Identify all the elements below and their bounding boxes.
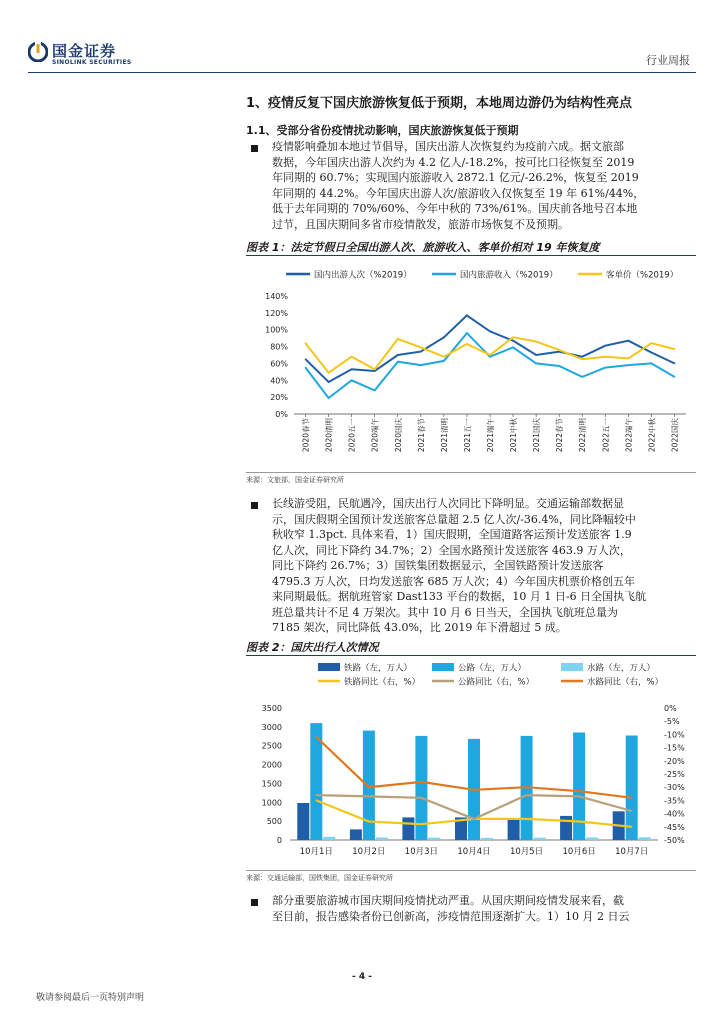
x-tick-label: 10月1日 <box>299 847 333 857</box>
figure1-bottom-rule <box>246 472 696 473</box>
data-point <box>328 372 330 374</box>
x-tick-label: 2022端午 <box>624 418 634 453</box>
p2-line: 秋收窄 1.3pct. 具体来看，1）国庆假期，全国道路客运预计发送旅客 1.9 <box>272 528 632 541</box>
data-point <box>558 365 560 367</box>
data-point <box>631 810 633 812</box>
report-type: 行业周报 <box>646 54 690 67</box>
data-point <box>351 379 353 381</box>
y-right-tick-label: -40% <box>664 809 685 819</box>
bar <box>376 838 388 841</box>
figure2-title: 图表 2：国庆出行人次情况 <box>246 641 379 654</box>
data-point <box>315 794 317 796</box>
data-point <box>526 794 528 796</box>
bar <box>402 817 414 840</box>
legend-label: 公路（左，万人） <box>458 663 527 674</box>
y-right-tick-label: -30% <box>664 783 685 793</box>
data-point <box>305 367 307 369</box>
data-point <box>631 797 633 799</box>
data-point <box>558 349 560 351</box>
x-tick-label: 2022五一 <box>601 418 611 453</box>
legend-swatch <box>561 663 583 671</box>
data-point <box>512 347 514 349</box>
data-point <box>512 337 514 339</box>
data-point <box>578 790 580 792</box>
data-point <box>535 354 537 356</box>
data-point <box>420 351 422 353</box>
paragraph-3 <box>272 893 687 924</box>
figure1-source: 来源：文旅部，国金证券研究所 <box>246 476 344 484</box>
paragraph-2 <box>272 496 687 636</box>
data-point <box>512 340 514 342</box>
data-point <box>578 796 580 798</box>
data-point <box>368 821 370 823</box>
p3-line: 部分重要旅游城市国庆期间疫情扰动严重。从国庆期间疫情发展来看，截 <box>272 894 624 907</box>
data-point <box>535 341 537 343</box>
chart2-svg <box>246 658 696 868</box>
y-tick-label: 40% <box>270 376 288 386</box>
data-point <box>397 361 399 363</box>
section-title: 1、疫情反复下国庆旅游恢复低于预期，本地周边游仍为结构性亮点 <box>246 96 633 111</box>
data-point <box>374 390 376 392</box>
bar <box>297 803 309 840</box>
data-point <box>466 332 468 334</box>
data-point <box>374 370 376 372</box>
chart1-svg <box>246 258 696 470</box>
legend-label: 客单价（%2019） <box>606 270 679 281</box>
x-tick-label: 10月6日 <box>562 847 596 857</box>
p2-line: 示，国庆假期全国预计发送旅客总量超 2.5 亿人次/-36.4%，同比降幅较中 <box>272 512 636 526</box>
bar <box>481 838 493 840</box>
p2-line: 同比下降约 26.7%；3）国铁集团数据显示，全国铁路预计发送旅客 <box>272 559 604 572</box>
disclaimer-note: 敬请参阅最后一页特别声明 <box>36 993 145 1003</box>
section-subtitle: 1.1、受部分省份疫情扰动影响，国庆旅游恢复低于预期 <box>246 124 519 137</box>
bar <box>428 838 440 840</box>
y-right-tick-label: -35% <box>664 796 685 806</box>
data-point <box>631 826 633 828</box>
data-point <box>420 364 422 366</box>
p2-line: 亿人次，同比下降约 34.7%；2）全国水路预计发送旅客 463.9 万人次， <box>272 543 631 557</box>
x-tick-label: 2021五一 <box>462 418 472 453</box>
p2-line: 4795.3 万人次，日均发送旅客 685 万人次；4）今年国庆机票价格创五年 <box>272 574 635 588</box>
x-tick-label: 2021国庆 <box>532 418 542 453</box>
data-point <box>368 786 370 788</box>
x-tick-label: 2020清明 <box>324 418 334 453</box>
y-tick-label: 20% <box>270 393 288 403</box>
legend-swatch <box>318 663 340 671</box>
y-left-tick-label: 1500 <box>261 779 282 789</box>
legend-label: 铁路同比（右，%） <box>344 677 421 688</box>
data-point <box>628 358 630 360</box>
data-point <box>473 818 475 820</box>
header-divider <box>28 72 696 73</box>
y-right-tick-label: -10% <box>664 730 685 740</box>
paragraph-1 <box>272 139 687 232</box>
p1-line: 数据，今年国庆出游人次约为 4.2 亿人/-18.2%，按可比口径恢复至 2019 <box>272 155 635 169</box>
data-point <box>628 364 630 366</box>
y-right-tick-label: -25% <box>664 770 685 779</box>
x-tick-label: 10月7日 <box>615 847 649 857</box>
logo-text-en: SINOLINK SECURITIES <box>52 59 132 66</box>
p1-line: 年同期的 44.2%。今年国庆出游人次/旅游收入仅恢复至 19 年 61%/44%， <box>272 186 645 200</box>
legend-swatch <box>432 663 454 671</box>
p1-line: 低于去年同期的 70%/60%、今年中秋的 73%/61%。国庆前各地号召本地 <box>272 202 638 215</box>
data-point <box>443 360 445 362</box>
data-point <box>628 340 630 342</box>
data-point <box>526 786 528 788</box>
figure2-divider <box>246 655 696 656</box>
data-point <box>351 356 353 358</box>
bar <box>323 837 335 840</box>
x-tick-label: 2020端午 <box>370 418 380 453</box>
p1-line: 过节，且国庆期间多省市疫情散发，旅游市场恢复不及预期。 <box>272 217 569 231</box>
data-point <box>581 356 583 358</box>
bar <box>350 829 362 840</box>
y-right-tick-label: -45% <box>664 822 685 832</box>
bar <box>639 837 651 840</box>
y-left-tick-label: 2000 <box>261 760 282 770</box>
data-point <box>526 818 528 820</box>
y-right-tick-label: 0% <box>664 704 677 713</box>
data-point <box>305 358 307 360</box>
data-point <box>535 363 537 365</box>
p2-line: 7185 架次，同比降低 43.0%，比 2019 年下滑超过 5 成。 <box>272 621 567 634</box>
y-tick-label: 140% <box>265 292 288 301</box>
data-point <box>397 354 399 356</box>
data-point <box>674 363 676 365</box>
x-tick-label: 2021清明 <box>439 418 449 453</box>
p3-line: 至目前，报告感染者份已创新高，涉疫情范围逐渐扩大。1）10 月 2 日云 <box>272 909 630 923</box>
page-number: - 4 - <box>352 972 372 982</box>
p2-line: 长线游受阻，民航遇冷，国庆出行人次同比下降明显。交通运输部数据显 <box>272 497 624 510</box>
x-tick-label: 2021中秋 <box>509 418 519 453</box>
data-point <box>421 797 423 799</box>
data-point <box>489 331 491 333</box>
data-point <box>604 345 606 347</box>
data-point <box>604 356 606 358</box>
x-tick-label: 10月3日 <box>404 847 439 857</box>
bar <box>586 838 598 841</box>
x-tick-label: 2021端午 <box>486 418 495 453</box>
x-tick-label: 2022国庆 <box>670 418 680 453</box>
figure1-title: 图表 1：法定节假日全国出游人次、旅游收入、客单价相对 19 年恢复度 <box>246 241 600 254</box>
legend-label: 水路（左，万人） <box>587 663 656 674</box>
data-point <box>651 363 653 365</box>
data-point <box>674 348 676 350</box>
bar <box>626 736 638 841</box>
bullet-icon <box>251 502 258 509</box>
y-left-tick-label: 3500 <box>261 704 282 713</box>
legend-label: 国内出游人次（%2019） <box>314 270 412 281</box>
bar <box>560 816 572 840</box>
data-point <box>674 376 676 378</box>
logo-icon <box>28 42 48 62</box>
bar <box>363 731 375 840</box>
y-left-tick-label: 0 <box>276 836 282 845</box>
bar <box>534 838 546 840</box>
data-point <box>374 369 376 371</box>
y-tick-label: 80% <box>270 342 288 352</box>
bar <box>508 818 520 840</box>
figure2-bottom-rule <box>246 870 696 871</box>
data-point <box>421 823 423 825</box>
data-point <box>443 337 445 339</box>
x-tick-label: 2020春节 <box>301 418 311 453</box>
data-point <box>315 736 317 738</box>
data-point <box>651 342 653 344</box>
data-point <box>315 800 317 802</box>
data-point <box>368 796 370 798</box>
legend-label: 水路同比（右，%） <box>587 677 664 688</box>
x-tick-label: 2020五一 <box>347 418 357 453</box>
p1-line: 疫情影响叠加本地过节倡导，国庆出游人次恢复约为疫前六成。据文旅部 <box>272 140 624 153</box>
series-line <box>306 315 675 382</box>
data-point <box>489 354 491 356</box>
data-point <box>489 356 491 358</box>
data-point <box>473 789 475 791</box>
y-tick-label: 120% <box>265 308 288 318</box>
figure2-source: 来源：交通运输部，国铁集团，国金证券研究所 <box>246 874 393 882</box>
figure1-divider <box>246 255 696 256</box>
x-tick-label: 10月5日 <box>509 847 544 857</box>
p2-line: 来同期最低。据航班管家 Dast133 平台的数据，10 月 1 日-6 日全国执飞航 <box>272 590 647 603</box>
x-tick-label: 2022清明 <box>578 418 588 453</box>
x-tick-label: 2022中秋 <box>647 418 657 453</box>
data-point <box>443 356 445 358</box>
data-point <box>421 781 423 783</box>
p2-line: 班总量共计不足 4 万架次。其中 10 月 6 日当天，全国执飞航班总量为 <box>272 605 618 619</box>
y-left-tick-label: 2500 <box>261 741 282 751</box>
y-tick-label: 100% <box>265 325 288 335</box>
company-logo <box>28 40 132 70</box>
data-point <box>397 338 399 340</box>
data-point <box>420 347 422 349</box>
legend-label: 铁路（左，万人） <box>344 663 413 674</box>
data-point <box>651 352 653 354</box>
y-left-tick-label: 1000 <box>261 798 282 808</box>
y-tick-label: 60% <box>270 359 288 369</box>
data-point <box>581 358 583 360</box>
data-point <box>581 376 583 378</box>
x-tick-label: 2020国庆 <box>393 418 403 453</box>
y-right-tick-label: -50% <box>664 836 685 845</box>
x-tick-label: 10月4日 <box>457 847 491 857</box>
y-right-tick-label: -15% <box>664 743 685 753</box>
data-point <box>578 821 580 823</box>
y-right-tick-label: -5% <box>664 717 680 727</box>
data-point <box>328 397 330 399</box>
y-tick-label: 0% <box>275 410 288 419</box>
legend-label: 国内旅游收入（%2019） <box>460 270 558 281</box>
logo-text-cn: 国金证券 <box>52 42 117 60</box>
data-point <box>305 342 307 344</box>
bar <box>573 733 585 841</box>
x-tick-label: 2021春节 <box>416 418 426 453</box>
data-point <box>604 367 606 369</box>
data-point <box>466 315 468 317</box>
data-point <box>351 369 353 371</box>
bullet-icon <box>251 145 258 152</box>
bullet-icon <box>251 899 258 906</box>
y-right-tick-label: -20% <box>664 756 685 766</box>
x-tick-label: 2022春节 <box>555 418 565 453</box>
p1-line: 年同期的 60.7%；实现国内旅游收入 2872.1 亿元/-26.2%，恢复至 2019 <box>272 171 639 184</box>
y-left-tick-label: 3000 <box>261 722 282 732</box>
data-point <box>328 381 330 383</box>
data-point <box>466 343 468 345</box>
x-tick-label: 10月2日 <box>352 847 386 857</box>
legend-label: 公路同比（右，%） <box>458 677 535 688</box>
y-left-tick-label: 500 <box>266 817 282 827</box>
